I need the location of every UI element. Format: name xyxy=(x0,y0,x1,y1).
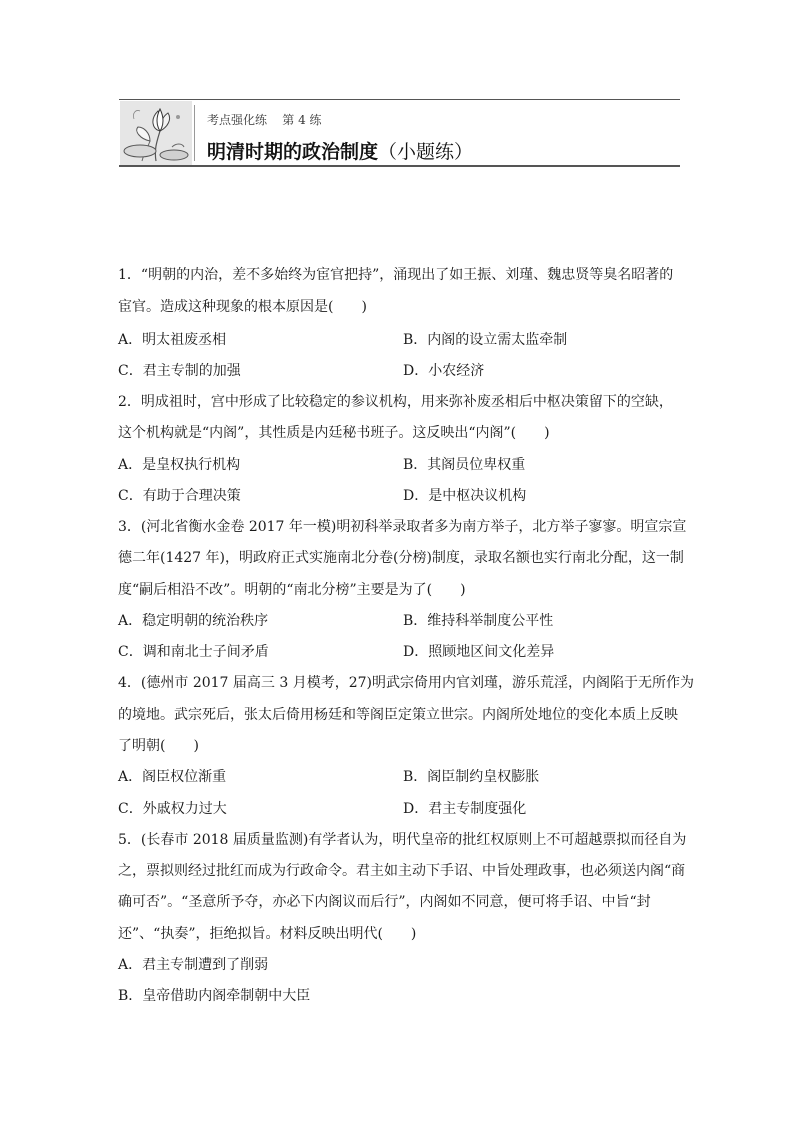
question-1-stem-line: 宦官。造成这种现象的根本原因是( ) xyxy=(118,299,367,315)
question-2-stem-line: 这个机构就是“内阁”，其性质是内廷秘书班子。这反映出“内阁”( ) xyxy=(118,425,550,441)
lotus-illustration-icon xyxy=(120,101,192,165)
question-5-stem-line: 之，票拟则经过批红而成为行政命令。君主如主动下手诏、中旨处理政事，也必须送内阁“商 xyxy=(118,863,686,879)
question-2-option-b: B．其阁员位卑权重 xyxy=(403,457,526,473)
page-title-suffix: （小题练） xyxy=(378,141,474,163)
question-4-option-a: A．阁臣权位渐重 xyxy=(118,769,227,785)
page-header xyxy=(119,99,680,167)
question-1-option-a: A．明太祖废丞相 xyxy=(118,332,227,348)
question-4-stem-line: 了明朝( ) xyxy=(118,738,199,754)
question-5-stem-line: 5．(长春市 2018 届质量监测)有学者认为，明代皇帝的批红权原则上不可超越票拟而径自为 xyxy=(118,832,687,848)
question-3-option-a: A．稳定明朝的统治秩序 xyxy=(118,613,269,629)
question-4-option-b: B．阁臣制约皇权膨胀 xyxy=(403,769,540,785)
question-4-option-d: D．君主专制度强化 xyxy=(403,801,527,817)
question-5-stem-line: 确可否”。“圣意所予夺，亦必下内阁议而后行”，内阁如不同意，便可将手诏、中旨“封 xyxy=(118,894,651,910)
question-3-option-b: B．维持科举制度公平性 xyxy=(403,613,554,629)
question-2-option-c: C．有助于合理决策 xyxy=(118,488,241,504)
header-top-rule xyxy=(119,99,680,100)
question-3-option-c: C．调和南北士子间矛盾 xyxy=(118,644,269,660)
question-3-stem-line: 度“嗣后相沿不改”。明朝的“南北分榜”主要是为了( ) xyxy=(118,582,466,598)
question-5-option-b: B．皇帝借助内阁牵制朝中大臣 xyxy=(118,988,311,1004)
question-4-stem-line: 4．(德州市 2017 届高三 3 月模考，27)明武宗倚用内官刘瑾，游乐荒淫，内阁陷于无所作为 xyxy=(118,675,694,691)
question-4-option-c: C．外戚权力过大 xyxy=(118,801,227,817)
question-3-option-d: D．照顾地区间文化差异 xyxy=(403,644,555,660)
header-subtitle: 考点强化练 第 4 练 xyxy=(207,113,322,127)
question-2-stem-line: 2．明成祖时，宫中形成了比较稳定的参议机构，用来弥补废丞相后中枢决策留下的空缺， xyxy=(118,394,673,410)
page-title xyxy=(207,137,473,164)
header-bottom-rule xyxy=(119,165,680,167)
question-3-stem-line: 3．(河北省衡水金卷 2017 年一模)明初科举录取者多为南方举子，北方举子寥寥。明宣宗宣 xyxy=(118,519,687,535)
question-1-option-d: D．小农经济 xyxy=(403,363,485,379)
page-title-main: 明清时期的政治制度 xyxy=(207,141,379,163)
question-4-stem-line: 的境地。武宗死后，张太后倚用杨廷和等阁臣定策立世宗。内阁所处地位的变化本质上反映 xyxy=(118,707,678,723)
question-5-stem-line: 还”、“执奏”，拒绝拟旨。材料反映出明代( ) xyxy=(118,926,417,942)
question-1-option-b: B．内阁的设立需太监牵制 xyxy=(403,332,568,348)
question-1-option-c: C．君主专制的加强 xyxy=(118,363,241,379)
question-3-stem-line: 德二年(1427 年)，明政府正式实施南北分卷(分榜)制度，录取名额也实行南北分配，这一制 xyxy=(118,550,684,566)
question-1-stem-line: 1．“明朝的内治，差不多始终为宦官把持”，涌现出了如王振、刘瑾、魏忠贤等臭名昭著的 xyxy=(118,267,674,283)
question-2-option-d: D．是中枢决议机构 xyxy=(403,488,527,504)
question-2-option-a: A．是皇权执行机构 xyxy=(118,457,241,473)
question-5-option-a: A．君主专制遭到了削弱 xyxy=(118,957,269,973)
header-divider xyxy=(194,105,195,161)
